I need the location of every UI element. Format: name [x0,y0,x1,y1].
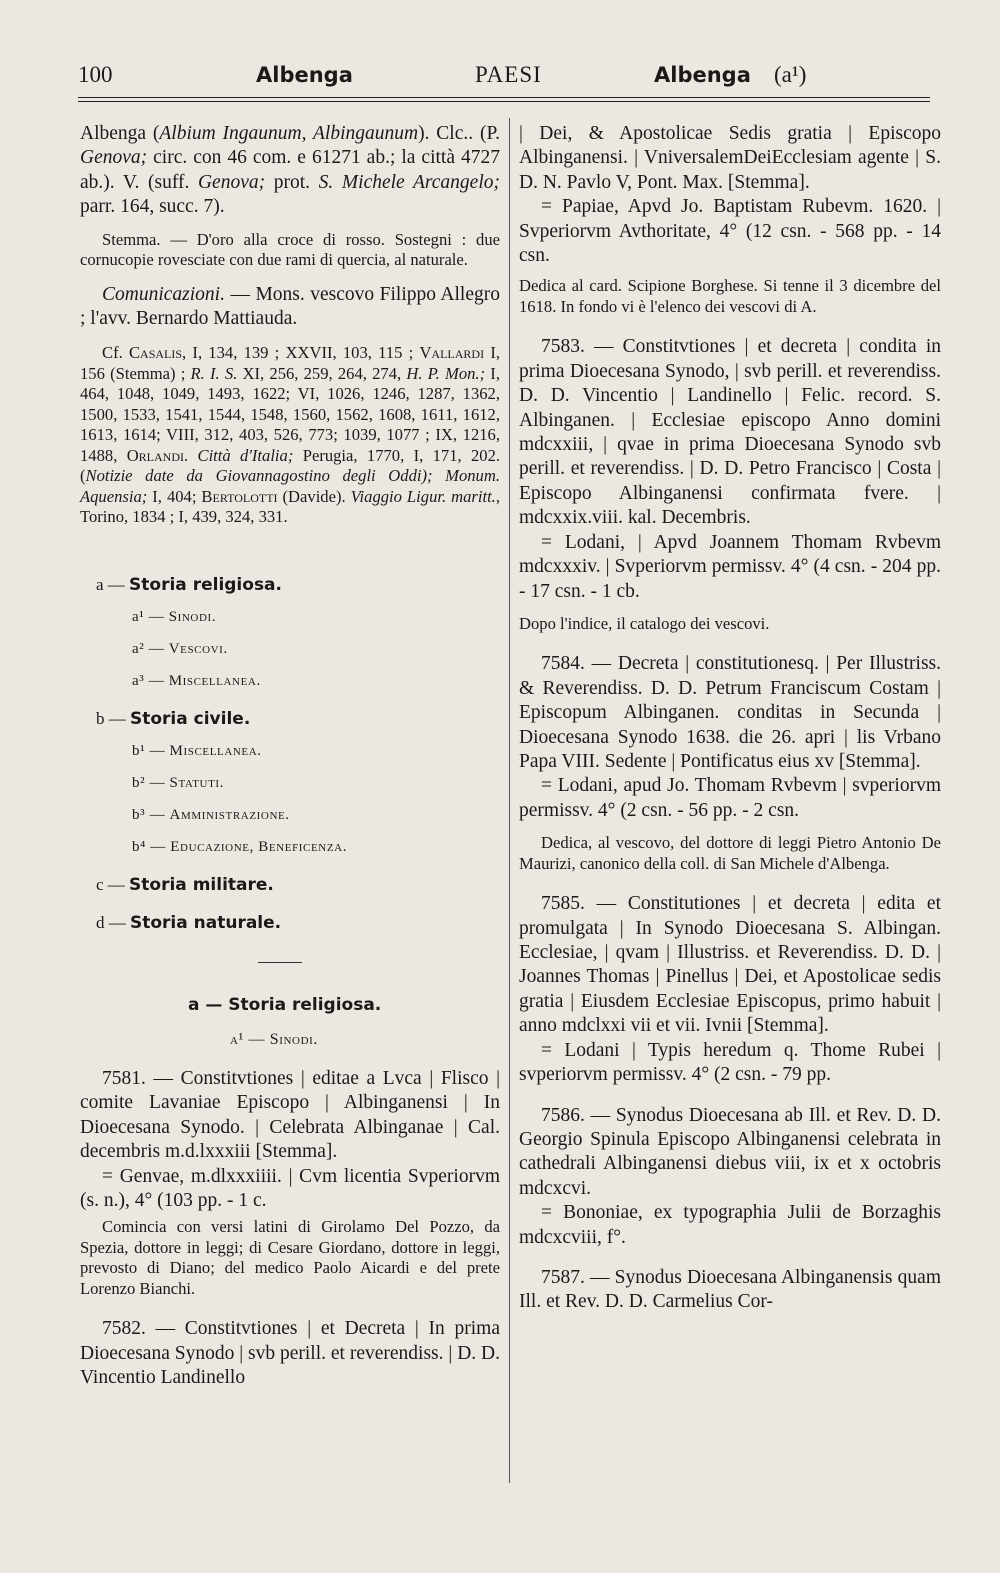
entry-7581-note: Comincia con versi latini di Girolamo Del Pozzo, da Spezia, dottore in leggi; di Cesare Giordano, dottore in leggi, prevosto di Diano; del medico Paolo Aicardi e del prete Lorenzo Bianchi. [80,1217,500,1298]
outline-letter: d [96,912,105,932]
running-header [78,60,930,94]
ref-title: R. I. S. [190,363,238,383]
stemma-description: Stemma. — D'oro alla croce di rosso. Sostegni : due cornucopie rovesciate con due rami di quercia, al naturale. [80,229,500,270]
entry-7583-note: Dopo l'indice, il catalogo dei vescovi. [519,613,770,633]
outline-title: Sinodi. [168,608,217,625]
outline-subitem [80,638,500,660]
header-section: (a¹) [774,62,807,87]
entry-albenga-intro: Albenga (Albium Ingaunum, Albingaunum). Clc.. (P. Genova; circ. con 46 com. e 61271 ab.; la città 4727 ab.). V. (suff. Genova; prot. S. Michele Arcangelo; parr. 164, succ. 7). [80,123,500,218]
entry-7582-imprint: = Papiae, Apvd Jo. Baptistam Rubevm. 1620. | Svperiorvm Avthoritate, 4° (12 csn. - 568 pp. - 14 csn. [519,196,941,267]
outline-item [80,874,500,896]
outline-subitem [80,606,500,628]
outline-title: Miscellanea. [168,672,261,689]
entry-7586-imprint: = Bononiae, ex typographia Julii de Borzaghis mdcxcviii, f°. [519,1202,941,1248]
outline-title: Miscellanea. [169,742,262,759]
outline-title: Amministrazione. [169,806,290,823]
outline-item [80,708,500,730]
entry-7582: 7582. — Constitvtiones | et Decreta | In prima Dioecesana Synodo | svb perill. et reverendiss. | D. D. Vincentio Landinello [80,1318,500,1389]
outline-title: Statuti. [169,774,225,791]
ref-text: , Torino, 1834 ; I, 439, 324, 331. [80,486,500,527]
outline-label: a³ [132,672,145,689]
outline-letter: a [96,574,104,594]
comunicazioni-text: — Mons. vescovo Filippo Allegro ; l'avv. Bernardo Mattiauda. [80,283,500,330]
patron-saint: S. Michele Arcangelo; [318,171,500,193]
left-column [80,122,500,1391]
outline-label: b⁴ [132,838,146,855]
intro-text-3: prot. [265,171,319,193]
page-number: 100 [78,62,113,87]
column-divider [509,118,510,1483]
right-column [519,122,941,1315]
header-rule-thin [78,101,930,102]
entry-7587: 7587. — Synodus Dioecesana Albinganensis quam Ill. et Rev. D. D. Carmelius Cor- [519,1266,941,1313]
comunicazioni-label: Comunicazioni. [102,283,225,305]
outline-dash: — [149,774,166,791]
outline-label: b² [132,774,146,791]
entry-7582-note: Dedica al card. Scipione Borghese. Si tenne il 3 dicembre del 1618. In fondo vi è l'elenco dei vescovi di A. [519,276,941,316]
ref-title: Città d'Italia; [197,445,294,465]
outline-title: Storia naturale. [130,912,282,933]
bibliographic-references [80,343,500,528]
ref-text: . [184,445,198,465]
outline-title: Storia religiosa. [129,574,282,595]
outline-title: Storia militare. [129,874,274,895]
ref-text: Perugia, 1770, I, 171, 202. ( [80,445,501,486]
ref-title: Notizie date da Giovannagostino degli Oddi); Monum. Aquensia; [80,466,500,506]
genova-ref-1: Genova; [80,147,148,169]
ref-author: Bertolotti [201,486,278,506]
outline-dash: — [108,912,126,932]
place-name: Albenga [80,123,147,144]
section-heading [80,995,500,1015]
outline-title: Vescovi. [168,640,228,657]
outline-label: a² [132,640,145,657]
outline-label: b³ [132,806,146,823]
outline-dash: — [108,708,126,728]
outline-dash: — [150,838,166,855]
intro-text-1: ). Clc.. (P. [418,123,500,144]
outline-item [80,574,500,596]
entry-7584: 7584. — Decreta | constitutionesq. | Per Illustriss. & Reverendiss. D. D. Petrum Franciscum Costam | Episcopum Albinganen. conditas in Secunda | Dioecesana Synodo 1638. die 26. apri | lis Vrbano Papa VIII. Sedente | Pontificatus eius xv [Stemma]. [519,653,941,773]
outline-dash: — [107,874,125,894]
ref-title: Viaggio Ligur. maritt. [350,486,496,506]
outline-letter: b [96,708,105,728]
outline-subitem [80,670,500,692]
ref-text: I, 464, 1048, 1049, 1493, 1622; VI, 1026, 1246, 1287, 1362, 1500, 1533, 1541, 1544, 1548, 1560, 1562, 1608, 1611, 1612, 1613, 1614; VIII, 312, 403, 526, 773; 1039, 1077 ; IX, 1216, 1488, [80,363,500,465]
outline-dash: — [148,608,165,625]
latin-name: Albium Ingaunum, Albingaunum [159,123,419,144]
outline-dash: — [149,806,166,823]
entry-7586: 7586. — Synodus Dioecesana ab Ill. et Rev. D. D. Georgio Spinula Episcopo Albinganensi celebrata in cathedrali Albinganensi diebus viii, ix et x octobris mdcxcvi. [519,1104,941,1199]
header-center-title: PAESI [475,62,542,87]
outline-title: Storia civile. [130,708,251,729]
genova-ref-2: Genova; [197,171,266,193]
entry-7585: 7585. — Constitutiones | et decreta | edita et promulgata | In Synodo Dioecesana S. Albingan. Ecclesiae, | qvam | Illustriss. et Reverendiss. D. D. | Joannes Thomas | Pinellus | Dei, et Apostolicae sedis gratia | Eiusdem Ecclesiae Episcopus, primo habuit | anno mdclxxi vii et vii. Ivnii [Stemma]. [519,893,941,1037]
header-right-title: Albenga [654,63,751,87]
outline-letter: c [96,874,104,894]
intro-text-2: circ. con 46 com. e 61271 ab.; la città 4727 ab.). V. (suff. [80,147,500,193]
ref-author: Orlandi [126,445,184,465]
entry-7584-note: Dedica, al vescovo, del dottore di leggi Pietro Antonio De Maurizi, canonico della coll. di San Michele d'Albenga. [519,833,941,873]
outline-dash: — [107,574,125,594]
entry-7581-imprint: = Genvae, m.dlxxxiiii. | Cvm licentia Svperiorvm (s. n.), 4° (103 pp. - 1 c. [80,1165,500,1211]
ref-author: Casalis [128,343,183,363]
outline-subitem [80,740,500,762]
ref-text: (Davide). [277,486,351,506]
outline-dash: — [148,640,165,657]
outline-subitem [80,772,500,794]
outline-item [80,912,500,934]
ref-title: H. P. Mon.; [406,363,486,383]
entry-7583: 7583. — Constitvtiones | et decreta | condita in prima Dioecesana Synodo, | svb perill. et reverendiss. D. D. Vincentio | Landinello | Felic. record. S. Albinganen. | Ecclesiae episcopo Anno domini mdcxxiii, | qvae in prima Dioecesana Synodo svb perill. et reverendiss. | D. D. Petro Francisco | Costa | Episcopo Albinganensi confirmata fvere. | mdcxxix.viii. kal. Decembris. [519,336,941,529]
outline-dash: — [148,672,165,689]
entry-7584-imprint: = Lodani, apud Jo. Thomam Rvbevm | svperiorvm permissv. 4° (2 csn. - 56 pp. - 2 csn. [519,775,941,821]
entry-7582-continued: | Dei, & Apostolicae Sedis gratia | Episcopo Albinganensi. | VniversalemDeiEcclesiam agente | S. D. N. Pavlo V, Pont. Max. [Stemma]. [519,123,941,193]
outline-subitem [80,836,500,858]
entry-7583-imprint: = Lodani, | Apvd Joannem Thomam Rvbevm mdcxxxiv. | Svperiorvm permissv. 4° (4 csn. - 204 pp. - 17 csn. - 1 cb. [519,531,941,602]
ref-text: Cf. [102,343,129,363]
outline-dash: — [149,742,166,759]
outline-subitem [80,804,500,826]
outline-title: Educazione, Beneficenza. [170,838,348,855]
entry-7585-imprint: = Lodani | Typis heredum q. Thome Rubei | svperiorvm permissv. 4° (2 csn. - 79 pp. [519,1039,941,1086]
ref-text: I, 156 (Stemma) ; [80,343,501,383]
section-heading-text: a — Storia religiosa. [188,994,382,1015]
entry-7581: 7581. — Constitvtiones | editae a Lvca | Flisco | comite Lavaniae Episcopo | Albinganensi | In Dioecesana Synodo. | Celebrata Albinganae | Cal. decembris m.d.lxxxiii [Stemma]. [80,1067,500,1163]
ref-text: I, 404; [147,486,202,506]
outline-label: b¹ [132,742,146,759]
intro-text-4: parr. 164, succ. 7). [80,196,225,218]
ref-text: , I, 134, 139 ; XXVII, 103, 115 ; [182,343,420,363]
section-outline [80,574,500,934]
subsection-heading: a¹ — Sinodi. [230,1030,318,1048]
ref-text: XI, 256, 259, 264, 274, [237,363,407,383]
ref-author: Vallardi [419,343,485,363]
header-left-title: Albenga [256,63,353,87]
outline-label: a¹ [132,608,145,625]
header-rule [78,97,930,98]
section-separator [258,962,302,963]
comunicazioni [80,283,500,332]
